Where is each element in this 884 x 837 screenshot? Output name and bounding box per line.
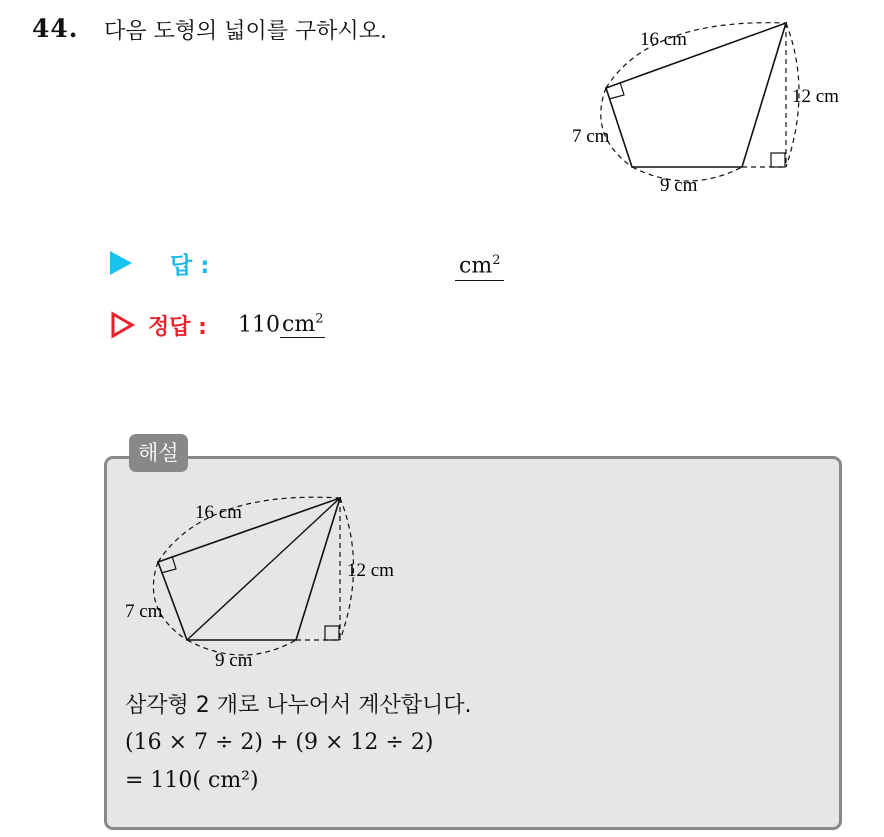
quadrilateral [606, 23, 786, 167]
bottom-length-label: 9 cm [660, 175, 698, 196]
right-length-label: 12 cm [347, 560, 394, 581]
question-figure [560, 10, 880, 200]
correct-answer-row [110, 310, 530, 346]
explanation-figure [115, 480, 445, 680]
left-length-label: 7 cm [125, 601, 163, 622]
question-text: 다음 도형의 넓이를 구하시오. [104, 19, 387, 44]
right-length-label: 12 cm [792, 86, 839, 107]
answer-unit: cm [459, 253, 493, 279]
right-angle-mark [325, 626, 339, 640]
top-length-label: 16 cm [640, 29, 687, 50]
answer-row [110, 247, 530, 283]
correct-unit: $cm^2$ [282, 312, 324, 338]
answer-blank[interactable] [455, 247, 504, 281]
quadrilateral [158, 498, 340, 640]
right-angle-mark [771, 153, 785, 167]
explanation-line-3: = 110( cm²) [125, 768, 259, 793]
explanation-tab: 해설 [129, 434, 188, 472]
explanation-line-1: 삼각형 2 개로 나누어서 계산합니다. [125, 693, 472, 718]
correct-value [238, 312, 325, 337]
correct-label: 정답 : [148, 315, 207, 340]
top-length-label: 16 cm [195, 502, 242, 523]
left-length-label: 7 cm [572, 126, 610, 147]
correct-number: 110 [238, 312, 280, 338]
play-triangle-icon [110, 251, 132, 275]
answer-label: 답 : [170, 253, 210, 279]
question-number: 44. [32, 14, 79, 43]
outline-triangle-icon [110, 310, 136, 340]
bottom-length-label: 9 cm [215, 650, 253, 671]
answer-unit-exponent: 2 [492, 253, 501, 268]
explanation-line-2: (16 × 7 ÷ 2) + (9 × 12 ÷ 2) [125, 730, 434, 755]
